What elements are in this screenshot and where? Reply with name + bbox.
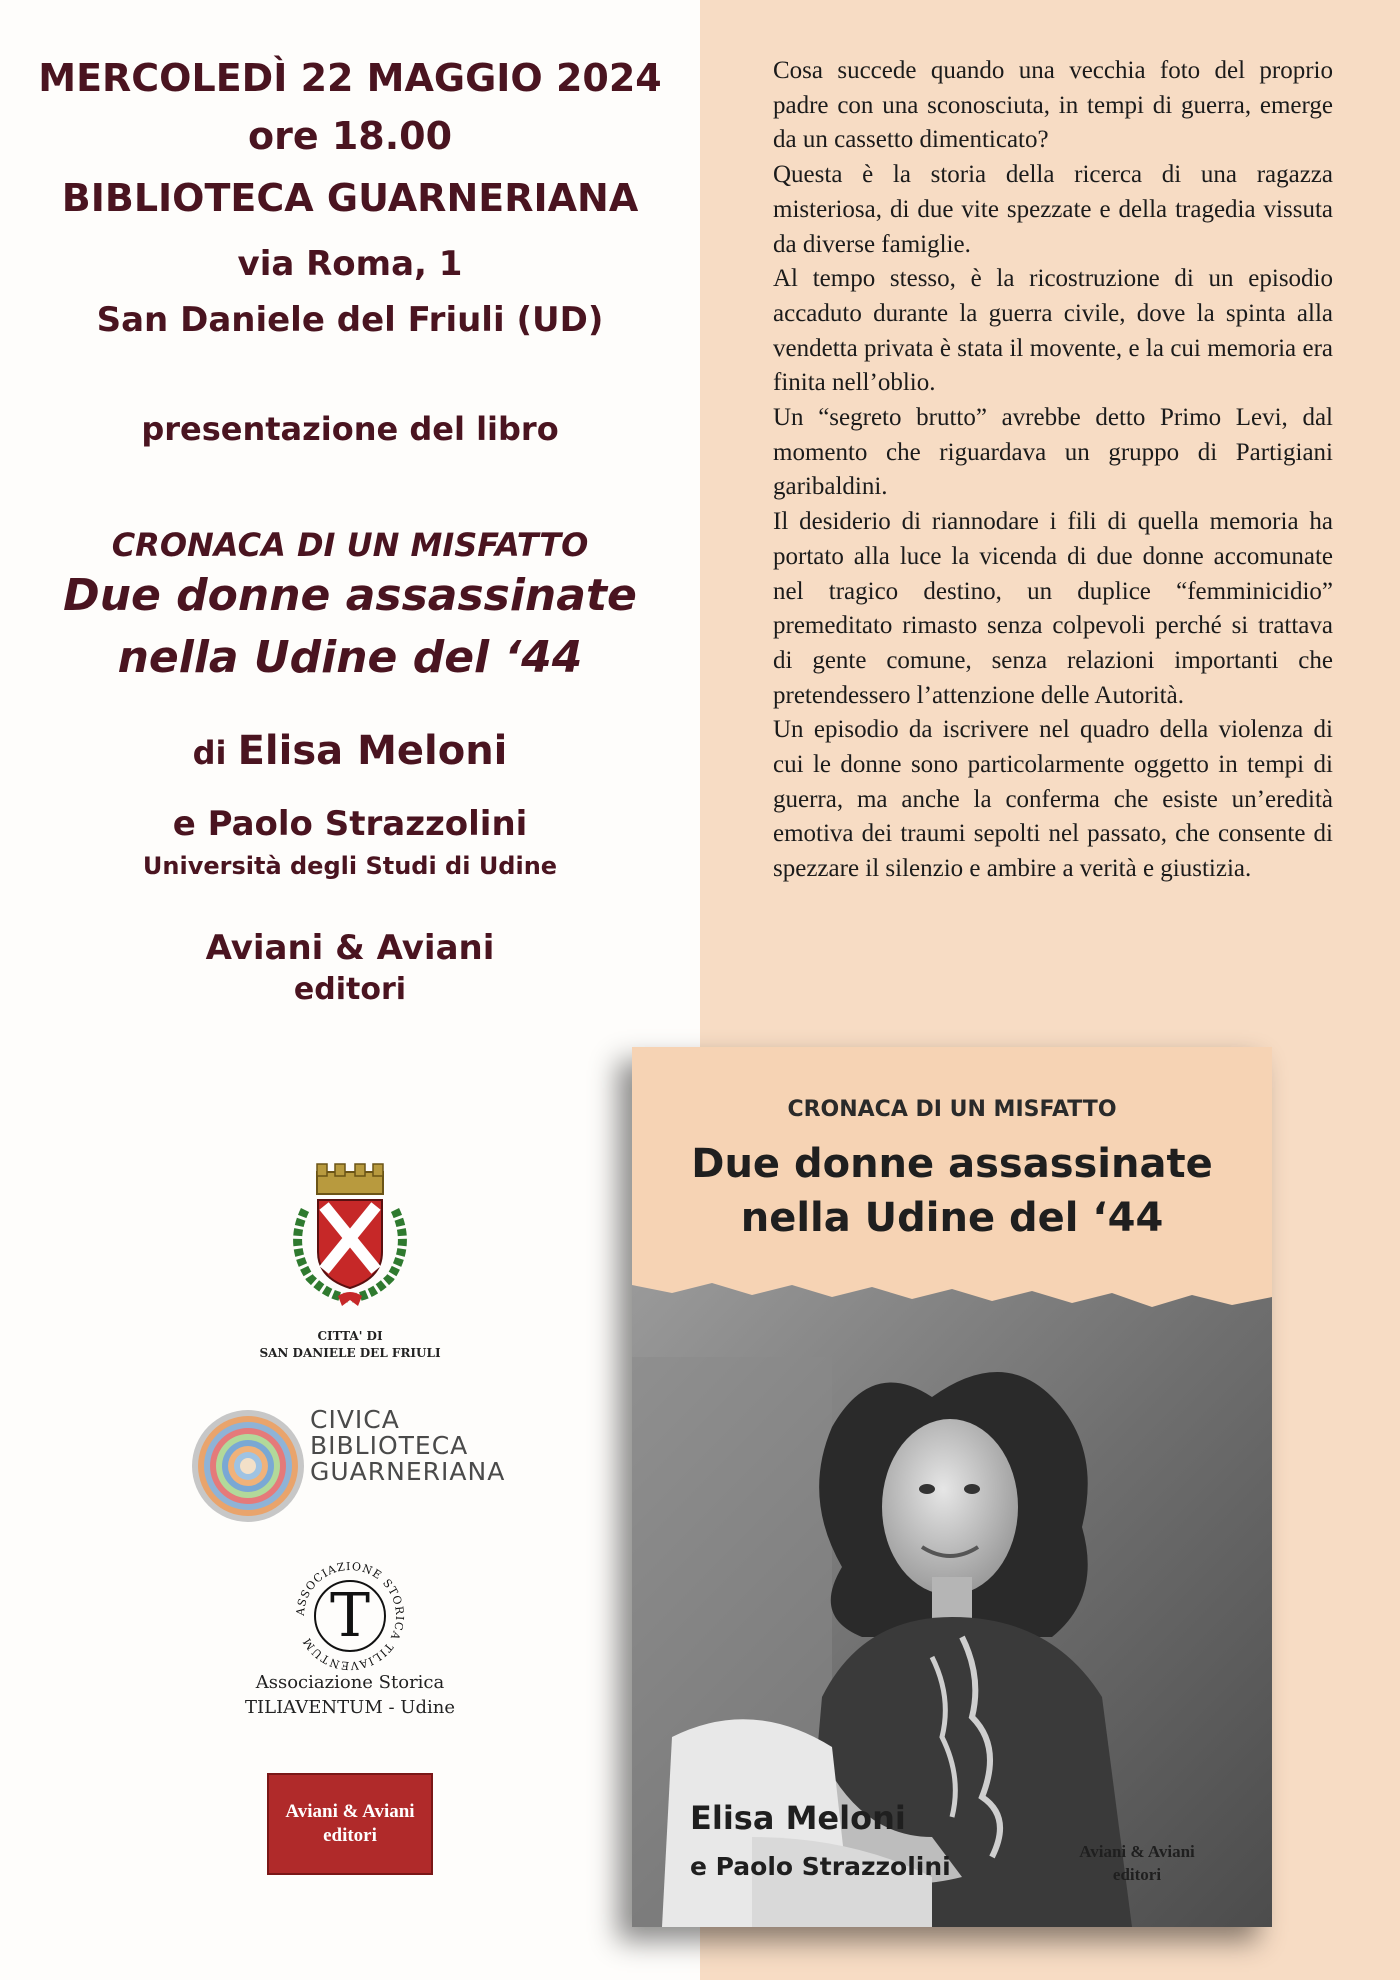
event-date: MERCOLEDÌ 22 MAGGIO 2024 (38, 56, 662, 100)
coauthor: e Paolo Strazzolini (172, 804, 528, 844)
library-concentric-logo-icon (190, 1408, 306, 1524)
book-title-line1: Due donne assassinate (63, 570, 637, 621)
publisher-logo-line1: Aviani & Aviani (285, 1801, 415, 1822)
event-time: ore 18.00 (247, 114, 453, 158)
book-cover (632, 1047, 1272, 1927)
description-paragraph: Il desiderio di riannodare i fili di quella memoria ha portato alla luce la vicenda di due donne accomunate nel tragico destino, un duplice “femminicidio” premeditato rimasto senza colpevoli perché si trattava di gente comune, senza relazioni importanti che pretendessero l’attenzione delle Autorità. (773, 508, 1333, 709)
association-letter: T (329, 1581, 371, 1651)
association-caption-1: Associazione Storica (255, 1672, 445, 1693)
description-paragraph: Questa è la storia della ricerca di una ragazza misteriosa, di due vite spezzate e della tragedia vissuta da diverse famiglie. (773, 161, 1333, 258)
cover-author: Elisa Meloni (690, 1799, 906, 1837)
cover-publisher-line1: Aviani & Aviani (1079, 1842, 1195, 1861)
library-line3: GUARNERIANA (310, 1457, 506, 1486)
library-logo-text (310, 1407, 505, 1485)
cover-title-line1: Due donne assassinate (691, 1141, 1213, 1187)
association-caption-2: TILIAVENTUM - Udine (245, 1697, 455, 1718)
book-description (773, 54, 1333, 887)
author-line (0, 728, 700, 774)
description-paragraph: Al tempo stesso, è la ricostruzione di un episodio accaduto durante la guerra civile, dove la spinta alla vendetta privata è stata il movente, e la cui memoria era finita nell’oblio. (773, 265, 1333, 397)
cover-series: CRONACA DI UN MISFATTO (787, 1097, 1117, 1122)
city-coat-of-arms-icon (280, 1160, 420, 1310)
description-paragraph: Un “segreto brutto” avrebbe detto Primo Levi, dal momento che riguardava un gruppo di Partigiani garibaldini. (773, 404, 1333, 501)
affiliation: Università degli Studi di Udine (142, 852, 558, 880)
cover-publisher-line2: editori (1112, 1865, 1162, 1884)
description-paragraph: Un episodio da iscrivere nel quadro della violenza di cui le donne sono particolarmente oggetto in tempi di guerra, ma anche la conferma che esiste un’eredità emotiva dei traumi sepolti nel passato, che consente di spezzare il silenzio e ambire a verità e giustizia. (773, 716, 1333, 883)
library-line2: BIBLIOTECA (310, 1431, 469, 1460)
book-title-line2: nella Udine del ‘44 (117, 632, 583, 683)
publisher-line2: editori (293, 972, 407, 1007)
publisher-logo-line2: editori (323, 1825, 377, 1846)
publisher-logo (267, 1773, 433, 1875)
author-name: Elisa Meloni (237, 728, 508, 774)
event-venue: BIBLIOTECA GUARNERIANA (61, 176, 639, 220)
city-logo-caption-2: SAN DANIELE DEL FRIULI (259, 1346, 441, 1360)
cover-coauthor: e Paolo Strazzolini (690, 1852, 951, 1881)
association-ring-text: ASSOCIAZIONE STORICA TILIAVENTUM (293, 1559, 407, 1673)
cover-title-line2: nella Udine del ‘44 (740, 1195, 1164, 1241)
description-paragraph: Cosa succede quando una vecchia foto del proprio padre con una sconosciuta, in tempi di guerra, emerge da un cassetto dimenticato? (773, 57, 1333, 154)
author-prefix: di (192, 734, 238, 772)
library-line1: CIVICA (310, 1405, 400, 1434)
book-series: CRONACA DI UN MISFATTO (111, 526, 589, 564)
city-logo-caption-1: CITTA' DI (317, 1329, 383, 1343)
publisher-line1: Aviani & Aviani (205, 928, 495, 968)
event-city: San Daniele del Friuli (UD) (96, 300, 604, 340)
presentation-label: presentazione del libro (141, 410, 559, 448)
event-address: via Roma, 1 (237, 244, 463, 284)
association-seal-icon (286, 1552, 414, 1680)
